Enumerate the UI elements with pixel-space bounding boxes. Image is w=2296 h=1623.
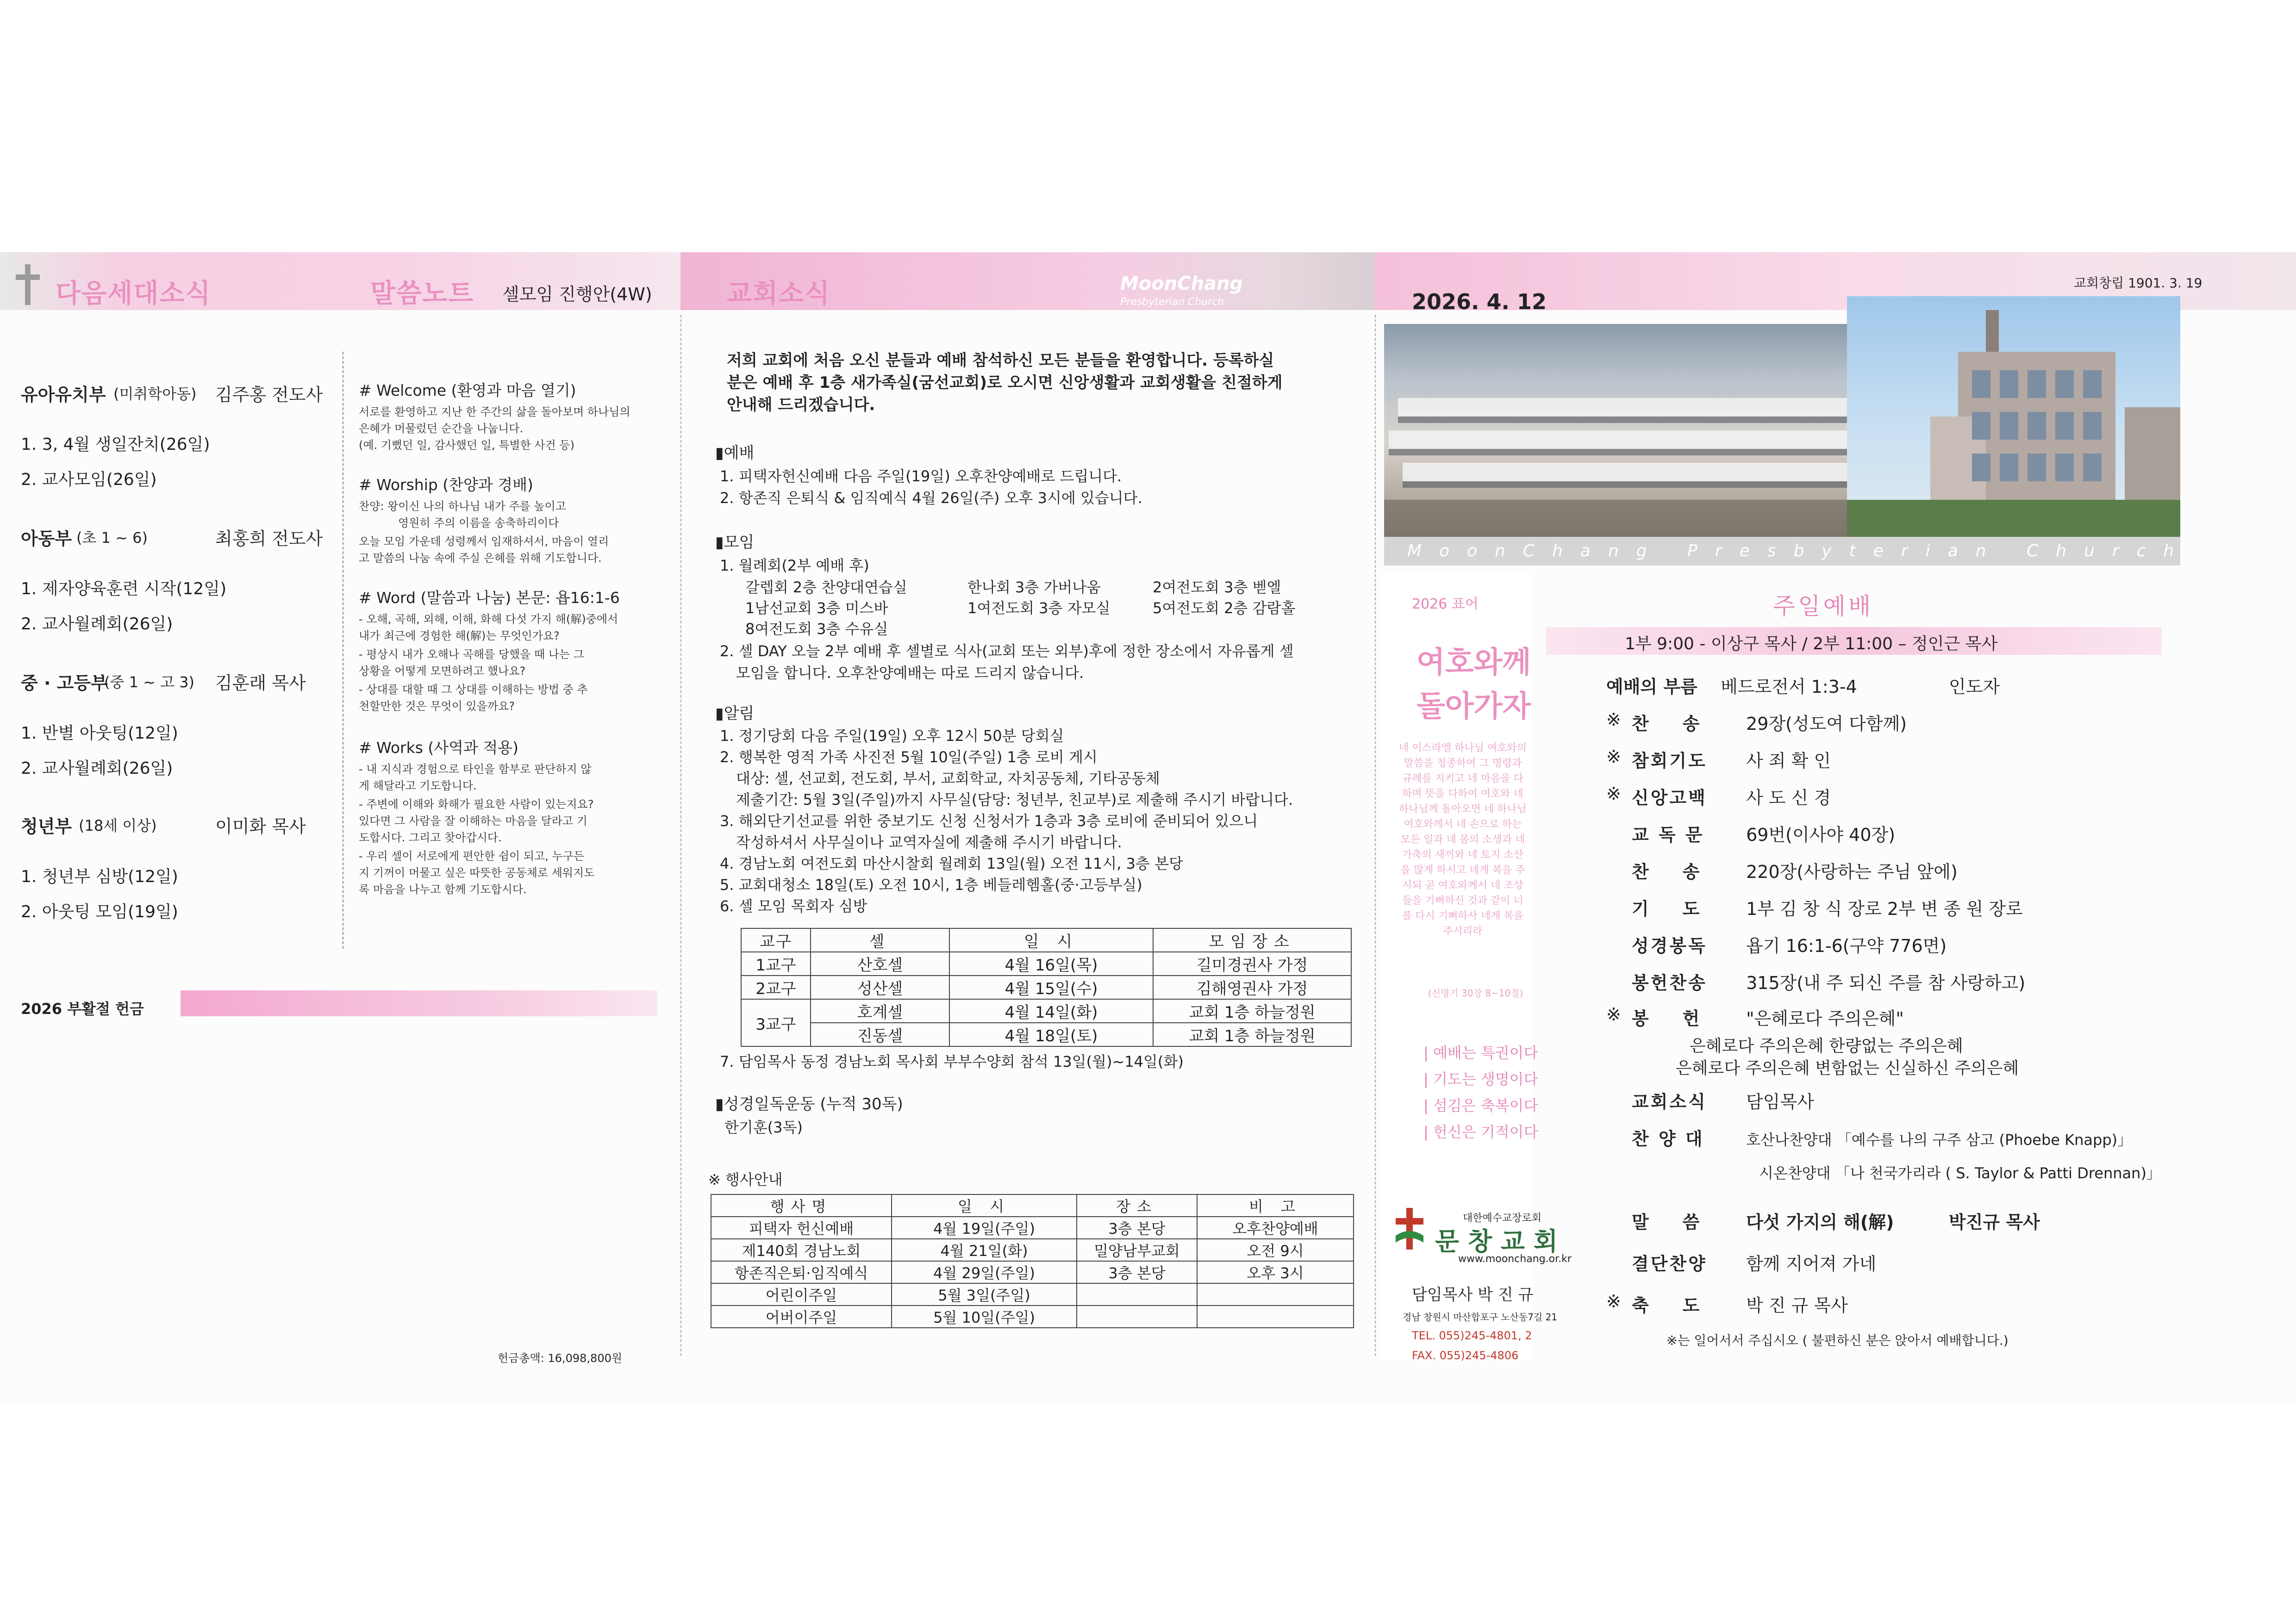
dept-teacher: 김훈래 목사 — [215, 673, 306, 693]
order-text: 1부 김 창 식 장로 2부 변 종 원 장로 — [1746, 899, 2023, 919]
dept-sub: (중 1 ~ 고 3) — [104, 673, 195, 691]
table-cell: 어린이주일 — [711, 1283, 892, 1306]
motto-reference: (신명기 30장 8~10절) — [1428, 988, 1523, 999]
dept-teacher: 최홍희 전도사 — [215, 529, 323, 549]
order-label: 축 도 — [1632, 1295, 1702, 1316]
offering-hymn-line: 은혜로다 주의은혜 한량없는 주의은혜 — [1690, 1037, 1963, 1056]
motto-line: 여호와께 — [1416, 646, 1531, 680]
news-item: 1. 피택자헌신예배 다음 주일(19일) 오후찬양예배로 드립니다. — [720, 467, 1122, 485]
cell-visit-table — [741, 928, 1352, 1047]
stand-mark-bless: ※ — [1606, 1291, 1621, 1312]
table-cell: 2교구 — [741, 976, 811, 999]
table-cell: 피택자 헌신예배 — [711, 1217, 892, 1239]
table-cell: 4월 14일(화) — [949, 999, 1153, 1023]
order-text: 담임목사 — [1746, 1092, 1814, 1112]
worship-item — [1632, 1004, 1904, 1030]
worship-item — [1632, 1291, 1848, 1317]
table-row — [741, 999, 1351, 1023]
news-item: 1. 월례회(2부 예배 후) — [720, 557, 869, 574]
note-heading: # Word (말씀과 나눔) 본문: 욥16:1-6 — [359, 589, 620, 607]
note-text: 영원히 주의 이름을 송축하리이다 — [398, 516, 559, 529]
order-text: 69번(이사야 40장) — [1746, 825, 1896, 845]
table-cell: 4월 18일(토) — [949, 1023, 1153, 1046]
news-heading: ※ 행사안내 — [708, 1171, 783, 1188]
note-text: 찬양: 왕이신 나의 하나님 내가 주를 높이고 — [359, 500, 566, 513]
stand-mark: ※ — [1606, 1004, 1621, 1025]
order-text: 사 죄 확 인 — [1746, 751, 1831, 771]
worship-item — [1632, 895, 2023, 920]
choir-second: 시온찬양대 「나 천국가리라 ( S. Taylor & Patti Drennan)」 — [1759, 1164, 2161, 1182]
news-item: 2. 행복한 영적 가족 사진전 5월 10일(주일) 1층 로비 게시 — [720, 748, 1098, 766]
worship-item — [1632, 858, 1958, 883]
denomination: 대한예수교장로회 — [1463, 1213, 1542, 1224]
table-cell: 오후찬양예배 — [1197, 1217, 1354, 1239]
note-text: 천할만한 것은 무엇이 있을까요? — [359, 700, 515, 713]
offering-total: 헌금총액: 16,098,800원 — [498, 1352, 623, 1365]
dept-item: 1. 반별 아웃팅(12일) — [21, 724, 178, 743]
worship-item — [1632, 969, 2025, 994]
note-text: 서로를 환영하고 지난 한 주간의 삶을 돌아보며 하나님의 — [359, 405, 630, 418]
church-building-photo — [1847, 296, 2180, 537]
table-cell: 항존직은퇴·임직예식 — [711, 1261, 892, 1283]
dept-sub: (18세 이상) — [79, 817, 157, 834]
table-row — [741, 976, 1351, 999]
worship-title: 주일예배 — [1773, 593, 1874, 620]
table-header: 일 시 — [892, 1194, 1077, 1217]
table-cell: 길미경권사 가정 — [1153, 952, 1351, 976]
table-cell: 1교구 — [741, 952, 811, 976]
news-heading: ▮성경일독운동 (누적 30독) — [715, 1095, 903, 1113]
news-item: 1. 정기당회 다음 주일(19일) 오후 12시 50분 당회실 — [720, 727, 1064, 745]
table-header-row — [741, 928, 1351, 952]
order-text: 사 도 신 경 — [1746, 788, 1831, 808]
divider — [1375, 315, 1376, 1356]
order-text: 호산나찬양대 「예수를 나의 구주 삼고 (Phoebe Knapp)」 — [1746, 1131, 2133, 1149]
worship-item — [1632, 746, 1831, 772]
dept-item: 1. 3, 4월 생일잔치(26일) — [21, 435, 210, 454]
order-text: 박 진 규 목사 — [1746, 1295, 1848, 1316]
offering-names — [21, 1025, 29, 1059]
logo-line2: Presbyterian Church — [1120, 296, 1224, 308]
news-item: 7. 담임목사 동정 경남노회 목사회 부부수양회 참석 13일(월)~14일(화) — [720, 1053, 1184, 1070]
worship-item — [1632, 1208, 1894, 1233]
order-text: 베드로전서 1:3-4 — [1721, 677, 1857, 697]
table-row — [711, 1283, 1354, 1306]
table-cell: 3층 본당 — [1077, 1261, 1197, 1283]
news-item: 3. 해외단기선교를 위한 중보기도 신청 신청서가 1층과 3층 로비에 준비되어 있으니 — [720, 812, 1258, 830]
church-address: 경남 창원시 마산합포구 노산동7길 21 — [1403, 1312, 1558, 1323]
table-cell: 4월 15일(수) — [949, 976, 1153, 999]
church-url: www.moonchang.or.kr — [1458, 1253, 1572, 1265]
next-gen-title: 다음세대소식 — [56, 279, 212, 309]
table-cell: 오후 3시 — [1197, 1261, 1354, 1283]
word-note-subtitle: 셀모임 진행안(4W) — [502, 284, 652, 305]
table-cell: 5월 3일(주일) — [892, 1283, 1077, 1306]
table-cell: 밀양남부교회 — [1077, 1239, 1197, 1261]
note-text: 도합시다. 그리고 찾아갑시다. — [359, 831, 502, 844]
vision-item: | 예배는 특권이다 — [1423, 1044, 1538, 1062]
church-name: 문 창 교 회 — [1435, 1227, 1558, 1256]
note-text: 은혜가 머물렀던 순간을 나눕니다. — [359, 422, 524, 435]
order-text: 함께 지어져 가네 — [1746, 1254, 1877, 1274]
note-text: 있다면 그 사람을 잘 이해하는 마음을 달라고 기 — [359, 815, 587, 827]
news-item: 작성하셔서 사무실이나 교역자실에 제출해 주시기 바랍니다. — [736, 833, 1122, 851]
meeting-room: 한나회 3층 가버나움 — [967, 578, 1101, 596]
worship-item — [1632, 1250, 1876, 1275]
dept-item: 2. 교사월례회(26일) — [21, 759, 173, 778]
table-cell — [1197, 1306, 1354, 1328]
word-note-title: 말씀노트 — [370, 279, 474, 309]
table-header: 일 시 — [949, 928, 1153, 952]
order-label: 교회소식 — [1632, 1092, 1707, 1112]
table-row — [711, 1261, 1354, 1283]
table-cell: 오전 9시 — [1197, 1239, 1354, 1261]
stand-mark: ※ — [1606, 746, 1621, 767]
order-label: 찬 송 — [1632, 862, 1702, 882]
dept-item: 2. 아웃팅 모임(19일) — [21, 902, 178, 921]
news-item: 모임을 합니다. 오후찬양예배는 따로 드리지 않습니다. — [736, 664, 1084, 682]
table-header: 모임장소 — [1153, 928, 1351, 952]
table-header: 장소 — [1077, 1194, 1197, 1217]
order-label: 성경봉독 — [1632, 936, 1707, 956]
table-cell: 진동셀 — [811, 1023, 949, 1046]
table-cell: 4월 29일(주일) — [892, 1261, 1077, 1283]
intro-text: 안내해 드리겠습니다. — [727, 396, 875, 414]
dept-name: 청년부 — [21, 816, 72, 837]
table-cell — [1077, 1306, 1197, 1328]
dept-item: 1. 청년부 심방(12일) — [21, 867, 178, 886]
table-header: 행사명 — [711, 1194, 892, 1217]
intro-text: 분은 예배 후 1층 새가족실(굼선교회)로 오시면 신앙생활과 교회생활을 친절하게 — [727, 373, 1283, 392]
dept-teacher: 김주홍 전도사 — [215, 385, 323, 405]
cover-date: 2026. 4. 12 — [1412, 289, 1547, 314]
offering-hymn-line: 은혜로다 주의은혜 변함없는 신실하신 주의은혜 — [1676, 1059, 2019, 1078]
order-label: 교 독 문 — [1632, 825, 1704, 845]
offering-title-bar — [181, 990, 657, 1016]
note-text: 내가 최근에 경험한 해(解)는 무엇인가요? — [359, 629, 560, 642]
worship-item — [1632, 932, 1947, 957]
order-leader: 인도자 — [1949, 677, 2000, 697]
news-item: 6. 셀 모임 목회자 심방 — [720, 897, 867, 915]
table-cell: 산호셀 — [811, 952, 949, 976]
cover-banner-text: MoonChang Presbyterian Church — [1407, 541, 2192, 560]
order-label: 기 도 — [1632, 899, 1702, 919]
table-cell: 김해영권사 가정 — [1153, 976, 1351, 999]
founded-date: 교회창립 1901. 3. 19 — [2074, 275, 2202, 291]
worship-item — [1632, 784, 1831, 809]
dept-name: 유아유치부 — [21, 385, 106, 405]
church-news-title: 교회소식 — [727, 279, 831, 309]
table-cell: 4월 21일(화) — [892, 1239, 1077, 1261]
order-label: 봉헌찬송 — [1632, 973, 1707, 993]
pastor-name: 담임목사 박 진 규 — [1412, 1286, 1534, 1304]
table-cell — [1197, 1283, 1354, 1306]
note-text: - 상대를 대할 때 그 상대를 이해하는 방법 중 추 — [359, 683, 588, 696]
news-item: 제출기간: 5월 3일(주일)까지 사무실(담당: 청년부, 친교부)로 제출해 주시기 바랍니다. — [736, 791, 1293, 808]
table-cell: 성산셀 — [811, 976, 949, 999]
worship-item — [1606, 672, 1857, 698]
meeting-room: 8여전도회 3층 수유실 — [745, 620, 888, 638]
stand-mark: ※ — [1606, 784, 1621, 804]
order-label: 봉 헌 — [1632, 1008, 1702, 1029]
order-label: 찬 양 대 — [1632, 1129, 1704, 1149]
table-header: 교구 — [741, 928, 811, 952]
vision-item: | 섬김은 축복이다 — [1423, 1097, 1538, 1114]
preacher: 박진규 목사 — [1949, 1212, 2040, 1232]
order-text: 220장(사랑하는 주님 앞에) — [1746, 862, 1958, 882]
meeting-room: 1여전도회 3층 자모실 — [967, 599, 1111, 617]
table-cell: 어버이주일 — [711, 1306, 892, 1328]
note-text: - 주변에 이해와 화해가 필요한 사람이 있는지요? — [359, 798, 594, 811]
dept-teacher: 이미화 목사 — [215, 816, 306, 837]
meeting-room: 5여전도회 2층 감람홀 — [1153, 599, 1296, 617]
meeting-room: 1남선교회 3층 미스바 — [745, 599, 888, 617]
note-text: 지 기꺼이 머물고 싶은 따뜻한 공동체로 세워지도 — [359, 866, 595, 879]
news-item: 2. 셀 DAY 오늘 2부 예배 후 셀별로 식사(교회 또는 외부)후에 정한 장소에서 자유롭게 셀 — [720, 642, 1294, 660]
order-label: 찬 송 — [1632, 714, 1702, 734]
dept-sub: (미취학아동) — [113, 385, 197, 403]
news-heading: ▮알림 — [715, 704, 755, 723]
church-logo-icon — [1393, 1208, 1426, 1250]
note-heading: # Works (사역과 적용) — [359, 739, 519, 757]
table-cell: 4월 19일(주일) — [892, 1217, 1077, 1239]
order-label: 말 씀 — [1632, 1212, 1702, 1232]
note-text: - 오해, 곡해, 외해, 이해, 화해 다섯 가지 해(解)중에서 — [359, 613, 618, 626]
news-heading: ▮예배 — [715, 444, 755, 462]
note-text: (예. 기뻤던 일, 감사했던 일, 특별한 사건 등) — [359, 439, 574, 452]
worship-item — [1632, 1125, 2132, 1150]
meeting-room: 갈렙회 2층 찬양대연습실 — [745, 578, 907, 596]
table-cell: 제140회 경남노회 — [711, 1239, 892, 1261]
footnote: ※는 일어서서 주십시오 ( 불편하신 분은 앉아서 예배합니다.) — [1666, 1333, 2009, 1348]
table-row — [711, 1239, 1354, 1261]
motto-line: 돌아가자 — [1416, 690, 1531, 724]
table-row — [741, 952, 1351, 976]
church-fax: FAX. 055)245-4806 — [1412, 1349, 1519, 1362]
table-header: 비 고 — [1197, 1194, 1354, 1217]
worship-times: 1부 9:00 - 이상구 목사 / 2부 11:00 – 정인근 목사 — [1625, 634, 1998, 653]
order-text: 29장(성도여 다함께) — [1746, 714, 1907, 734]
dept-item: 1. 제자양육훈련 시작(12일) — [21, 579, 227, 598]
divider — [680, 315, 681, 1356]
table-cell: 호계셀 — [811, 999, 949, 1023]
order-text: 욥기 16:1-6(구약 776면) — [1746, 936, 1947, 956]
table-cell: 4월 16일(목) — [949, 952, 1153, 976]
order-text: "은혜로다 주의은혜" — [1746, 1008, 1904, 1029]
order-label: 참회기도 — [1632, 751, 1707, 771]
table-header-row — [711, 1194, 1354, 1217]
order-label: 신앙고백 — [1632, 788, 1707, 808]
note-text: 록 마음을 나누고 함께 기도합시다. — [359, 883, 527, 896]
dept-item: 2. 교사월례회(26일) — [21, 615, 173, 634]
order-label: 결단찬양 — [1632, 1254, 1707, 1274]
note-heading: # Worship (찬양과 경배) — [359, 476, 533, 494]
vision-item: | 헌신은 기적이다 — [1423, 1123, 1538, 1141]
table-row — [741, 1023, 1351, 1046]
table-header: 셀 — [811, 928, 949, 952]
news-item: 4. 경남노회 여전도회 마산시찰회 월례회 13일(월) 오전 11시, 3층 본당 — [720, 855, 1183, 872]
note-text: 상황을 어떻게 모면하려고 했나요? — [359, 665, 526, 678]
event-table — [711, 1194, 1354, 1328]
dept-item: 2. 교사모임(26일) — [21, 470, 157, 489]
vision-item: | 기도는 생명이다 — [1423, 1070, 1538, 1088]
intro-text: 저희 교회에 처음 오신 분들과 예배 참석하신 모든 분들을 환영합니다. 등록하실 — [727, 351, 1274, 370]
table-cell: 교회 1층 하늘정원 — [1153, 1023, 1351, 1046]
dept-name: 아동부 — [21, 529, 72, 549]
cross-icon — [9, 261, 46, 308]
news-item: 한기훈(3독) — [724, 1119, 803, 1136]
table-cell: 5월 10일(주일) — [892, 1306, 1077, 1328]
news-item: 대상: 셀, 선교회, 전도회, 부서, 교회학교, 자치공동체, 기타공동체 — [736, 770, 1160, 787]
note-text: - 내 지식과 경험으로 타인을 함부로 판단하지 않 — [359, 763, 592, 776]
note-text: - 평상시 내가 오해나 곡해를 당했을 때 나는 그 — [359, 648, 585, 661]
table-row — [711, 1217, 1354, 1239]
table-cell: 3층 본당 — [1077, 1217, 1197, 1239]
news-heading: ▮모임 — [715, 533, 755, 552]
table-cell: 3교구 — [741, 999, 811, 1046]
dept-name: 중 · 고등부 — [21, 673, 108, 693]
table-cell: 교회 1층 하늘정원 — [1153, 999, 1351, 1023]
note-text: 고 말씀의 나눔 속에 주실 은혜를 위해 기도합니다. — [359, 552, 602, 565]
logo-line1: MoonChang — [1120, 273, 1243, 294]
church-tel: TEL. 055)245-4801, 2 — [1412, 1329, 1532, 1342]
news-item: 2. 항존직 은퇴식 & 임직예식 4월 26일(주) 오후 3시에 있습니다. — [720, 489, 1142, 507]
dept-sub: (초 1 ~ 6) — [76, 529, 148, 547]
note-text: 오늘 모임 가운데 성령께서 임재하셔서, 마음이 열리 — [359, 535, 609, 548]
meeting-room: 2여전도회 3층 벧엘 — [1153, 578, 1281, 596]
news-item: 5. 교회대청소 18일(토) 오전 10시, 1층 베들레헴홀(중·고등부실) — [720, 876, 1142, 894]
worship-item — [1632, 821, 1895, 846]
order-text: 다섯 가지의 해(解) — [1746, 1212, 1894, 1232]
table-cell — [1077, 1283, 1197, 1306]
note-text: 게 해달라고 기도합니다. — [359, 779, 477, 792]
congregation-photo — [1384, 324, 1870, 537]
order-label: 예배의 부름 — [1606, 677, 1697, 697]
motto-verse: 네 이스라엘 하나님 여호와의 말씀을 청종하여 그 명령과 규례를 지키고 네 마음을 다하며 뜻을 다하여 여호와 네 하나님께 돌아오면 네 하나님 여호와께서 네 손으로 하는 모든 일과 네 몸의 소생과 네 가축의 새끼와 네 토지 소산을 많게 하시고 네게 복을 주시되 곧 여호와께서 네 조상들을 기뻐하신 것과 같이 너를 다시 기뻐하사 네게 복을 주시리라 — [1398, 742, 1527, 937]
offering-title: 2026 부활절 헌금 — [21, 1000, 144, 1018]
worship-item — [1632, 1088, 1814, 1113]
note-heading: # Welcome (환영과 마음 열기) — [359, 381, 576, 399]
note-text: - 우리 셀이 서로에게 편안한 쉼이 되고, 누구든 — [359, 850, 585, 863]
table-row — [711, 1306, 1354, 1328]
order-text: 315장(내 주 되신 주를 참 사랑하고) — [1746, 973, 2026, 993]
stand-mark: ※ — [1606, 709, 1621, 730]
worship-item — [1632, 709, 1907, 735]
motto-label: 2026 표어 — [1412, 596, 1479, 612]
